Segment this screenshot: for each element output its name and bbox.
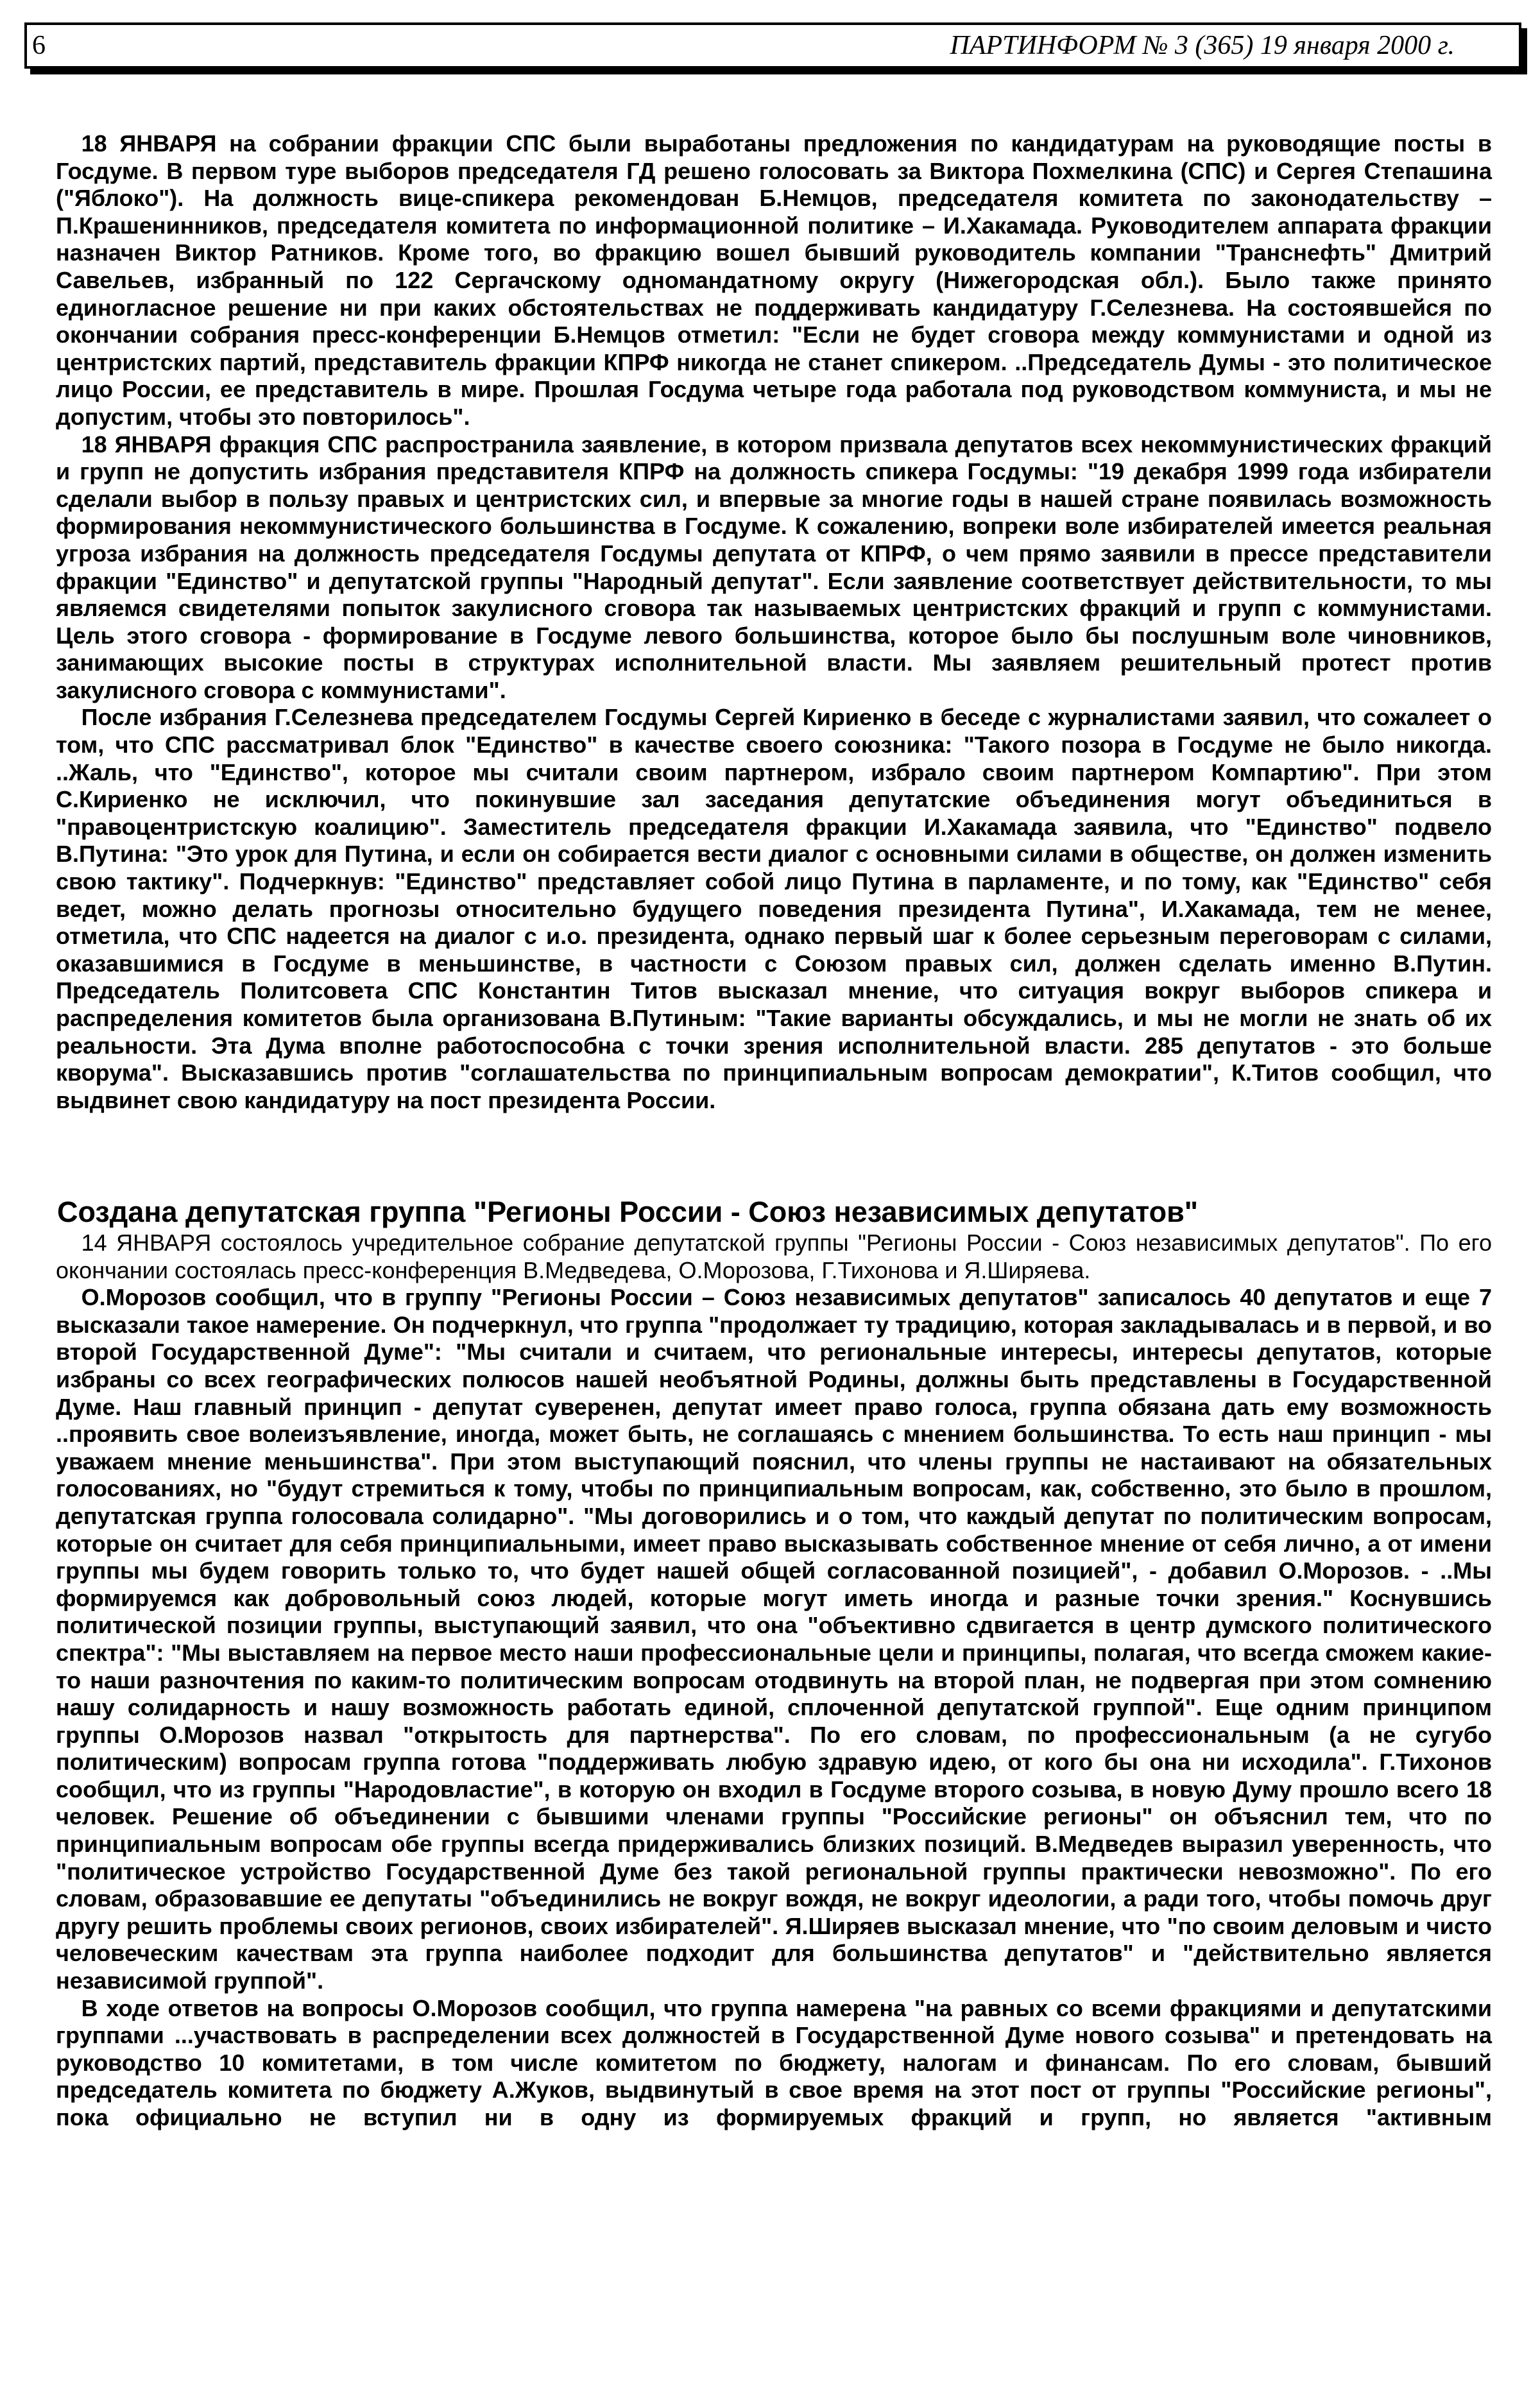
paragraph: В ходе ответов на вопросы О.Морозов сообщил, что группа намерена "на равных со всеми фракциями и депутатскими группами ...участвовать в распределении всех должностей в Государственной Думе нового созыва" и претендовать на руководство 10 комитетами, в том числе комитетом по бюджету, налогам и финансам. По его словам, бывший председатель комитета по бюджету А.Жуков, выдвинутый в свое время на этот пост от группы "Российские регионы", пока официально не вступил ни в одну из формируемых фракций и групп, но является "активным <box>56 1994 1492 2130</box>
article-sps-news <box>56 130 1492 1114</box>
page-number: 6 <box>32 31 46 60</box>
paragraph: После избрания Г.Селезнева председателем Госдумы Сергей Кириенко в беседе с журналистами заявил, что сожалеет о том, что СПС рассматривал блок "Единство" в качестве своего союзника: "Такого позора в Госдуме не было никогда. ..Жаль, что "Единство", которое мы считали своим партнером, избрало своим партнером Компартию". При этом С.Кириенко не исключил, что покинувшие зал заседания депутатские объединения могут объединиться в "правоцентристскую коалицию". Заместитель председателя фракции И.Хакамада заявила, что "Единство" подвело В.Путина: "Это урок для Путина, и если он собирается вести диалог с основными силами в обществе, он должен изменить свою тактику". Подчеркнув: "Единство" представляет собой лицо Путина в парламенте, и по тому, как "Единство" себя ведет, можно делать прогнозы относительно будущего поведения президента Путина", И.Хакамада, тем не менее, отметила, что СПС надеется на диалог с и.о. президента, однако первый шаг к более серьезным переговорам с силами, оказавшимися в Госдуме в меньшинстве, в частности с Союзом правых сил, должен сделать именно В.Путин. Председатель Политсовета СПС Константин Титов высказал мнение, что ситуация вокруг выборов спикера и распределения комитетов была организована В.Путиным: "Такие варианты обсуждались, и мы не могли не знать об их реальности. Эта Дума вполне работоспособна с точки зрения исполнительной власти. 285 депутатов - это больше кворума". Высказавшись против "соглашательства по принципиальным вопросам демократии", К.Титов сообщил, что выдвинет свою кандидатуру на пост президента России. <box>56 704 1492 1113</box>
paragraph: 18 ЯНВАРЯ фракция СПС распространила заявление, в котором призвала депутатов всех некоммунистических фракций и групп не допустить избрания представителя КПРФ на должность спикера Госдумы: "19 декабря 1999 года избиратели сделали выбор в пользу правых и центристских сил, и впервые за многие годы в нашей стране появилась возможность формирования некоммунистического большинства в Госдуме. К сожалению, вопреки воле избирателей имеется реальная угроза избрания на должность председателя Госдумы депутата от КПРФ, о чем прямо заявили в прессе представители фракции "Единство" и депутатской группы "Народный депутат". Если заявление соответствует действительности, то мы являемся свидетелями попыток закулисного сговора так называемых центристских фракций и групп с коммунистами. Цель этого сговора - формирование в Госдуме левого большинства, которое было бы послушным воле чиновников, занимающих высокие посты в структурах исполнительной власти. Мы заявляем решительный протест против закулисного сговора с коммунистами". <box>56 431 1492 703</box>
publication-title: ПАРТИНФОРМ № 3 (365) 19 января 2000 г. <box>950 31 1455 60</box>
paragraph: О.Морозов сообщил, что в группу "Регионы России – Союз независимых депутатов" записалось 40 депутатов и еще 7 высказали такое намерение. Он подчеркнул, что группа "продолжает ту традицию, которая закладывалась и в первой, и во второй Государственной Думе": "Мы считали и считаем, что региональные интересы, интересы депутатов, которые избраны со всех географических полюсов нашей необъятной Родины, должны быть представлены в Государственной Думе. Наш главный принцип - депутат суверенен, депутат имеет право голоса, группа обязана дать ему возможность ..проявить свое волеизъявление, иногда, может быть, не соглашаясь с мнением большинства. То есть наш принцип - мы уважаем мнение меньшинства". При этом выступающий пояснил, что члены группы не настаивают на обязательных голосованиях, но "будут стремиться к тому, чтобы по принципиальным вопросам, как, собственно, это было в прошлом, депутатская группа голосовала солидарно". "Мы договорились и о том, что каждый депутат по политическим вопросам, которые он считает для себя принципиальными, имеет право высказывать собственное мнение от себя лично, а от имени группы мы будем говорить только то, что будет нашей общей согласованной позицией", - добавил О.Морозов. - ..Мы формируемся как добровольный союз людей, которые могут иметь иногда и разные точки зрения." Коснувшись политической позиции группы, выступающий заявил, что она "объективно сдвигается в центр думского политического спектра": "Мы выставляем на первое место наши профессиональные цели и принципы, полагая, что всегда сможем какие-то наши разночтения по каким-то политическим вопросам отодвинуть на второй план, не подвергая при этом сомнению нашу солидарность и нашу возможность работать единой, сплоченной депутатской группой". Еще одним принципом группы О.Морозов назвал "открытость для партнерства". По его словам, по профессиональным (а не сугубо политическим) вопросам группа готова "поддерживать любую здравую идею, от кого бы она ни исходила". Г.Тихонов сообщил, что из группы "Народовластие", в которую он входил в Госдуме второго созыва, в новую Думу прошло всего 18 человек. Решение об объединении с бывшими членами группы "Российские регионы" он объяснил тем, что по принципиальным вопросам обе группы всегда придерживались близких позиций. В.Медведев выразил уверенность, что "политическое устройство Государственной Думе без такой региональной группы практически невозможно". По его словам, образовавшие ее депутаты "объединились не вокруг вождя, не вокруг идеологии, а ради того, чтобы помочь друг другу решить проблемы своих регионов, своих избирателей". Я.Ширяев высказал мнение, что "по своим деловым и чисто человеческим качествам эта группа наиболее подходит для большинства депутатов" и "действительно является независимой группой". <box>56 1284 1492 1994</box>
page-header <box>24 22 1521 69</box>
lead-paragraph: 14 ЯНВАРЯ состоялось учредительное собрание депутатской группы "Регионы России - Союз независимых депутатов". По его окончании состоялась пресс-конференция В.Медведева, О.Морозова, Г.Тихонова и Я.Ширяева. <box>56 1230 1492 1283</box>
article-heading: Создана депутатская группа "Регионы России - Союз независимых депутатов" <box>57 1195 1199 1228</box>
paragraph: 18 ЯНВАРЯ на собрании фракции СПС были выработаны предложения по кандидатурам на руководящие посты в Госдуме. В первом туре выборов председателя ГД решено голосовать за Виктора Похмелкина (СПС) и Сергея Степашина ("Яблоко"). На должность вице-спикера рекомендован Б.Немцов, председателя комитета по законодательству – П.Крашенинников, председателя комитета по информационной политике – И.Хакамада. Руководителем аппарата фракции назначен Виктор Ратников. Кроме того, во фракцию вошел бывший руководитель компании "Транснефть" Дмитрий Савельев, избранный по 122 Сергачскому одномандатному округу (Нижегородская обл.). Было также принято единогласное решение ни при каких обстоятельствах не поддерживать кандидатуру Г.Селезнева. На состоявшейся по окончании собрания пресс-конференции Б.Немцов отметил: "Если не будет сговора между коммунистами и одной из центристских партий, представитель фракции КПРФ никогда не станет спикером. ..Председатель Думы - это политическое лицо России, ее представитель в мире. Прошлая Госдума четыре года работала под руководством коммуниста, и мы не допустим, чтобы это повторилось". <box>56 130 1492 430</box>
article-regions-group <box>56 1195 1492 2132</box>
